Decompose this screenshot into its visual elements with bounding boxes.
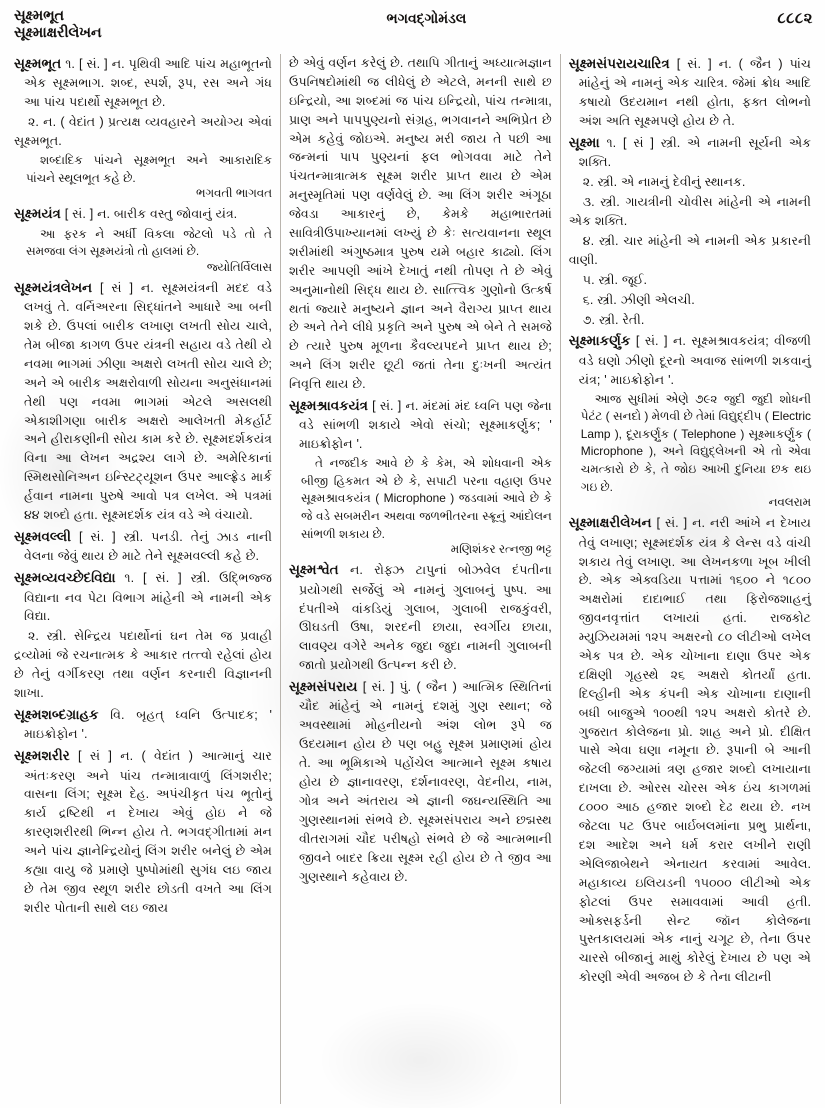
- entry-quote: તે નજદીક આવે છે કે કેમ, એ શોધવાની એક બીજી હિકમત એ છે કે, સપાટી પરના વહાણ ઉપર સૂક્ષ્મશ્રાવકયંત્ર ( Microphone ) જડવામાં આવે છે કે જે વડે સબમરીન અથવા જળભીતરના સ્ક્રૂનું આંદોલન સાંભળી શકાય છે.: [300, 456, 552, 541]
- dictionary-entry: [289, 677, 552, 886]
- entry-body: સૂક્ષ્મશ્રાવકયંત્ર; વીજળી વડે ઘણો ઝીણો દૂરનો અવાજ સાંભળી શકવાનું યંત્ર; ' માઇક્રોફોન '.: [578, 334, 811, 387]
- entry-headword: સૂક્ષ્મસંપરાય: [288, 679, 358, 695]
- entry-continuation-text: છે એવું વર્ણન કરેલું છે. તથાપિ ગીતાનું અધ્યાત્મજ્ઞાન ઉપનિષદોમાંથી જ લીધેલું છે એટલે, મનની સાથે છ ઇન્દ્રિયો, આ શબ્દમાં જ પાંચ ઇન્દ્રિયો, પાંચ તન્માત્રા, પ્રાણ અને પાપપુણ્યનો સંગ્રહ, ભગવાનને અભિપ્રેત છે એમ કહેવું જોઇએ. મનુષ્ય મરી જાય તે પછી આ જન્મનાં પાપ પુણ્યનાં ફલ ભોગવવા માટે તેને પંચતન્માત્રાત્મક સૂક્ષ્મ શરીર પ્રાપ્ત થાય છે એમ મનુસ્મૃતિમાં પણ વર્ણવેલું છે. આ લિંગ શરીર અંગૂઠા જેવડા આકારનું છે, કેમકે મહાભારતમાં સાવિત્રીઉપાખ્યાનમાં લખ્યું છે કેઃ સત્યવાનના સ્થૂલ શરીમાંથી અંગુષ્ઠમાત્ર પુરુષ યમે બહાર કાઢ્યો. લિંગ શરીર આપણી આંખે દેખાતું નથી તોપણ તે છે એવું અનુમાનોથી સિદ્ધ થાય છે. સાત્ત્વિક ગુણોનો ઉત્કર્ષ થતાં જ્યારે મનુષ્યને જ્ઞાન અને વૈરાગ્ય પ્રાપ્ત થાય છે અને તેને લીધે પ્રકૃતિ અને પુરુષ એ બેને તે સમજે છે ત્યારે પુરુષ મૂળના કૈવલ્યપદને પ્રાપ્ત થાય છે; અને લિંગ શરીર છૂટી જતાં તેના દુઃખની અત્યંત નિવૃત્તિ થાય છે.: [288, 56, 552, 392]
- entry-headword: સૂક્ષ્મયંત્રલેખન: [14, 279, 93, 295]
- entry-body: પનડી. તેનું ઝાડ નાની વેલના જેવું થાય છે માટે તેને સૂક્ષ્મવલ્લી કહે છે.: [24, 529, 272, 564]
- entry-headword: સૂક્ષ્મશ્રાવકયંત્ર: [288, 398, 368, 414]
- dictionary-entry: [14, 204, 272, 275]
- entry-bracket: [ સં. ]: [143, 571, 182, 586]
- entry-headword: સૂક્ષ્મવલ્લી: [14, 528, 71, 544]
- entry-sense-number: ૧.: [124, 571, 135, 586]
- entry-body: સૂક્ષ્મયંત્રની મદદ વડે લખવું તે. વર્નિઅરના સિદ્ધાંતને આધારે આ બની શકે છે. ઉપલાં બારીક લખાણ લખતી સોય ચાલે, તેમ બીજા કાગળ ઉપર યંત્રની સહાય વડે તેથી યે નવમા ભાગમાં ઝીણા અક્ષરો લખતી સોય ચાલે છે; અને એ બારીક અક્ષરોવાળી સોયના અનુસંધાનમાં તેથી પણ નવમા ભાગમાં એટલે અસલથી એકાશીગણા બારીક અક્ષરો આલેખતી મેકર્હાર્ટ અને હીરાકણીની સોય કામ કરે છે. સૂક્ષ્મદર્શકયંત્ર વિના આ લેખન અદ્રશ્ય લાગે છે. અમેરિકાનાં સ્મિથસોનિઅન ઇન્સ્ટિટ્યૂશન ઉપર આલ્ફ્રેડ માર્ક ર્હવાન નામના પુરુષે આવો પત્ર લખેલ. એ પત્રમાં ૪૪ શબ્દો હતા. સૂક્ષ્મદર્શક યંત્ર વડે એ વંચાયો.: [24, 280, 272, 522]
- entry-quote: શબ્દાદિક પાંચને સૂક્ષ્મભૂત અને આકારાદિક પાંચને સ્થૂલભૂત કહે છે.: [26, 152, 272, 185]
- dictionary-entry: [14, 746, 272, 918]
- dictionary-entry: [569, 133, 811, 329]
- entry-bracket: [ સં. ]: [372, 399, 402, 414]
- dictionary-entry: [14, 705, 272, 744]
- entry-headword: સૂક્ષ્મયંત્ર: [14, 206, 61, 222]
- entry-body: બૃહત્ ધ્વનિ ઉત્પાદક; ' માઇક્રોફોન '.: [24, 707, 272, 742]
- entry-sense: ૫. સ્ત્રી. જૂઈ.: [582, 272, 648, 287]
- entry-quote: આજ સુધીમાં એણે ૭૯૨ જુદી જુદી શોધની પેટંટ ( સનદો ) મેળવી છે તેમાં વિદ્યુદ્દીપ ( Electric Lamp ), દૂરાકર્ણુક ( Telephone ) સૂક્ષ્માકર્ણુક ( Microphone ), અને વિદ્યુદ્લેખની એ તો એવા ચમત્કારો છે કે, તે જોઇ આખી દુનિયા છક થઇ ગઇ છે.: [580, 391, 811, 494]
- entry-sense: ૨. ન. ( વેદાંત ) પ્રત્યક્ષ વ્યવહારને અયોગ્ય એવાં સૂક્ષ્મભૂત.: [14, 115, 272, 149]
- entry-body: એ નામની સૂર્યની એક શક્તિ.: [578, 136, 811, 170]
- entry-bracket: [ સં ]: [78, 749, 112, 764]
- entry-headword: સૂક્ષ્મશરીર: [14, 748, 70, 764]
- entry-pos: સ્ત્રી.: [123, 529, 144, 544]
- dictionary-entry: [289, 560, 552, 675]
- dictionary-entry: [569, 513, 811, 987]
- entry-body: ( જૈન ) આત્મિક સ્થિતિનાં ચૌદ માંહેનું એ નામનું દશમું ગુણ સ્થાન; જે અવસ્થામાં મોહનીયનો અંશ લોભ રૂપે જ ઉદયમાન હોય છે પણ બહુ સૂક્ષ્મ પ્રમાણમાં હોય તે. આ ભૂમિકાએ પહોંચેલ આત્માને સૂક્ષ્મ કષાય હોય છે જ્ઞાનાવરણ, દર્શનાવરણ, વેદનીય, નામ, ગોત્ર અને અંતરાય એ જ્ઞાની જઘન્યસ્થિતિ આ ગુણસ્થાનમાં સંભવે છે. સૂક્ષ્મસંપરાય અને છદ્મસ્થ વીતરાગમાં ચૌદ પરીષહો સંભવે છે જે આત્મભાની જીવને બાદર ક્રિયા સૂક્ષ્મ રહી હોય છે તે જીવ આ ગુણસ્થાને કહેવાય છે.: [298, 680, 552, 884]
- entry-pos: સ્ત્રી.: [190, 571, 211, 586]
- entry-sense: ૬. સ્ત્રી. ઝીણી એલચી.: [582, 292, 695, 307]
- entry-bracket: [ સં. ]: [78, 57, 108, 71]
- entry-headword: સૂક્ષ્માક્ષરીલેખન: [568, 515, 652, 531]
- column-2: [280, 54, 560, 1104]
- page-number: ૮૮૮૨: [777, 10, 813, 27]
- entry-sense: ૪. સ્ત્રી. ચાર માંહેની એ નામની એક પ્રકારની વાણી.: [568, 234, 811, 267]
- entry-bracket: [ સં ]: [99, 280, 133, 295]
- running-head-left: [14, 8, 101, 42]
- dictionary-entry: [569, 331, 811, 510]
- entry-pos: ન.: [405, 399, 419, 414]
- entry-sense-number: ૧.: [65, 57, 75, 71]
- entry-pos: વિ.: [110, 707, 125, 722]
- entry-body: નરી આંખે ન દેખાય તેવું લખાણ; સૂક્ષ્મદર્શક યંત્ર કે લેન્સ વડે વાંચી શકાય તેવું લખાણ. આ લેખનકળા ખૂબ ખીલી છે. એક એક્વડિયા પત્તામાં ૧૬૦૦ ને ૧૮૦૦ અક્ષરોમાં દાદાભાઈ તથા ફિરોજશાહનું જીવનવૃત્તાંત લખાયાં હતાં. રાજકોટ મ્યુઝિયમમાં ૧૨૫ અક્ષરનો ૮૦ લીટીઓ લખેલ એક પત્ર છે. એક ચોખાના દાણા ઉપર એક દક્ષિણી ગૃહસ્થે ૨૬ અક્ષરો કોતર્યાં હતા. દિલ્હીની એક કંપની એક ચોખાના દાણાની બધી બાજુએ ૧૦૦થી ૧૨૫ અક્ષરો કોતરે છે. ગુજરાત કોલેજના પ્રો. શાહ અને પ્રો. દીક્ષિત પાસે એવા ઘણા નમૂના છે. રૂપાની બે આની જેટલી જગ્યામાં ત્રણ હજાર શબ્દો લખાયાના દાખલા છે. ઓરસ ચોરસ એક ઇંચ કાગળમાં ૮૦૦૦ આઠ હજાર શબ્દો દેઢ થયા છે. નખ જેટલા પટ ઉપર બાર્ઇબલમાંના પ્રભુ પ્રાર્થના, દશ આદેશ અને ધર્મ કરાર લખીને રાણી એલિજાબેથને એનાયત કરવામાં આવેલ. મહાકાવ્ય ઇલિયડની ૧૫૦૦૦ લીટીઓ એક ફોટલાં ઉપર સમાવવામાં આવી હતી. ઓક્સફર્ડની સેન્ટ જૉન કોલેજના પુસ્તકાલયમાં એક નાનું ચગૂટ છે, તેના ઉપર ચારસે બીજાનું માથું કોરેલું દેખાય છે પણ એ કોરણી એવી અજબ છે કે તેના લીટાની: [578, 516, 811, 985]
- entry-body: મંદમાં મંદ ધ્વનિ પણ જેના વડે સાંભળી શકાયે એવો સંચો; સૂક્ષ્માકર્ણુક; ' માઇક્રોફોન '.: [298, 399, 552, 452]
- entry-body: ( જૈન ) પાંચ માંહેનું એ નામનું એક ચારિત્ર. જેમાં ક્રોધ આદિ કષાયો ઉદયમાન નથી હોતા, ફક્ત લોભનો અંશ અતિ સૂક્ષ્મપણે હોય છે તે.: [578, 57, 811, 129]
- entry-headword: સૂક્ષ્મશબ્દગ્રાહક: [14, 706, 99, 722]
- running-head-title: ભગવદ્‌ગોમંડલ: [386, 10, 467, 26]
- entry-pos: ન.: [120, 749, 134, 764]
- entry-sense: ૩. સ્ત્રી. ગાયત્રીની ચોવીસ માંહેની એ નામની એક શક્તિ.: [568, 195, 811, 229]
- column-container: [6, 52, 819, 1104]
- column-1: [6, 54, 280, 1104]
- entry-citation: જ્યોતિર્વિલાસ: [206, 259, 272, 274]
- entry-quote: આ ફરક ને અર્ધી વિકલા જેટલો પડે તો તે સમજવા લંગ સૂક્ષ્મયંત્રો તો હાલમાં છે.: [26, 226, 272, 259]
- entry-sense: ૭. સ્ત્રી. રેતી.: [582, 312, 645, 327]
- entry-headword: સૂક્ષ્મભૂત: [14, 56, 62, 71]
- dictionary-entry: [14, 568, 272, 703]
- entry-pos: ન.: [97, 207, 111, 222]
- entry-headword: સૂક્ષ્મવ્યવચ્છેદવિદ્યા: [14, 570, 116, 586]
- entry-continuation: [289, 54, 552, 394]
- entry-bracket: [ સં. ]: [362, 680, 395, 695]
- entry-headword: સૂક્ષ્મશ્વેત: [288, 562, 339, 578]
- entry-sense-number: ૧.: [606, 136, 617, 151]
- entry-bracket: [ સં. ]: [676, 57, 712, 71]
- entry-pos: પું.: [399, 680, 412, 695]
- entry-bracket: [ સં. ]: [635, 334, 668, 349]
- entry-citation: ભગવતી ભાગવત: [195, 186, 272, 201]
- entry-pos: ન.: [672, 334, 686, 349]
- entry-headword: સૂક્ષ્મસંપરાયચારિત્ર: [568, 56, 670, 71]
- entry-sense: ૨. સ્ત્રી. સેન્દ્રિય પદાર્થોનાં ઘન તેમ જ પ્રવાહી દ્રવ્યોમાં જે રચનાત્મક કે આકાર તત્ત્વો રહેલાં હોય છે તેનું વર્ગીકરણ તથા વર્ણન કરનારી વિજ્ઞાનની શાખા.: [14, 629, 272, 700]
- entry-pos: ન.: [349, 563, 363, 578]
- entry-headword: સૂક્ષ્માકર્ણુક: [568, 333, 631, 349]
- column-3: [560, 54, 819, 1104]
- entry-pos: ન.: [692, 516, 706, 531]
- running-head: [6, 8, 819, 52]
- entry-bracket: [ સં. ]: [78, 529, 116, 544]
- dictionary-entry: [14, 278, 272, 525]
- entry-body: રોફ્ઝ ટાપુનાં બોઝવેલ દંપતીના પ્રયોગથી સર્જેલું એ નામનું ગુલાબનું પુષ્પ. આ દંપતીએ વાંકડિયું ગુલાબ, ગુલાબી રાજકુંવરી, ઊઘડતી ઉષા, શરદની છાયા, સ્વર્ગીય છાયા, લાવણ્ય વગેરે અનેક જુદા જુદા નામની ગુલાબની જાતો પ્રયોગથી ઉત્પન્ન કરી છે.: [298, 563, 552, 673]
- entry-citation: મણિશંકર રત્નજી ભટ્ટ: [450, 542, 552, 557]
- entry-pos: ન.: [111, 57, 125, 71]
- entry-body: પૃથિવી આદિ પાંચ મહાભૂતનો એક સૂક્ષ્મભાગ. શબ્દ, સ્પર્શ, રૂપ, રસ અને ગંધ આ પાંચ પદાર્થો સૂક્ષ્મભૂત છે.: [24, 57, 272, 110]
- dictionary-entry: [289, 396, 552, 557]
- dictionary-entry: [14, 527, 272, 566]
- entry-pos: સ્ત્રી.: [660, 136, 681, 151]
- running-head-left-line-1: સૂક્ષ્મભૂત: [14, 8, 64, 24]
- entry-bracket: [ સં ]: [623, 136, 654, 151]
- entry-body: ( વેદાંત ) આત્માનું ચાર અંતઃકરણ અને પાંચ તન્માત્રાવાળું લિંગશરીર; વાસના લિંગ; સૂક્ષ્મ દેહ. અપંચીકૃત પંચ ભૂતોનું કાર્ય દ્રષ્ટિથી ન દેખાય એવું હોઇ ને જે કારણશરીરથી ભિન્ન હોય તે. ભગવદ્ગીતામાં મન અને પાંચ જ્ઞાનેન્દ્રિયોનું લિંગ શરીર બનેલું છે એમ કહ્યા વાયુ જે પ્રમાણે પુષ્પોમાંથી સુગંધ લઇ જાય છે તેમ જીવ સ્થૂળ શરીર છોડતી વખતે આ લિંગ શરીર પોતાની સાથે લઇ જાય: [24, 749, 272, 915]
- running-head-left-line-2: સૂક્ષ્માક્ષરીલેખન: [14, 25, 102, 42]
- dictionary-entry: [14, 54, 272, 201]
- dictionary-entry: [569, 54, 811, 131]
- entry-headword: સૂક્ષ્મા: [568, 135, 600, 151]
- entry-sense: ૨. સ્ત્રી. એ નામનું દેવીનું સ્થાનક.: [582, 175, 746, 190]
- entry-body: ઉદ્ભિજ્જ વિદ્યાના નવ પેટા વિભાગ માંહેની એ નામની એક વિદ્યા.: [24, 571, 272, 624]
- entry-citation: નવલરામ: [768, 495, 811, 510]
- entry-bracket: [ સં. ]: [656, 516, 688, 531]
- entry-pos: ન.: [140, 280, 154, 295]
- entry-bracket: [ સં. ]: [64, 207, 94, 222]
- entry-body: બારીક વસ્તુ જોવાનું યંત્ર.: [113, 207, 238, 222]
- entry-pos: ન.: [718, 57, 732, 71]
